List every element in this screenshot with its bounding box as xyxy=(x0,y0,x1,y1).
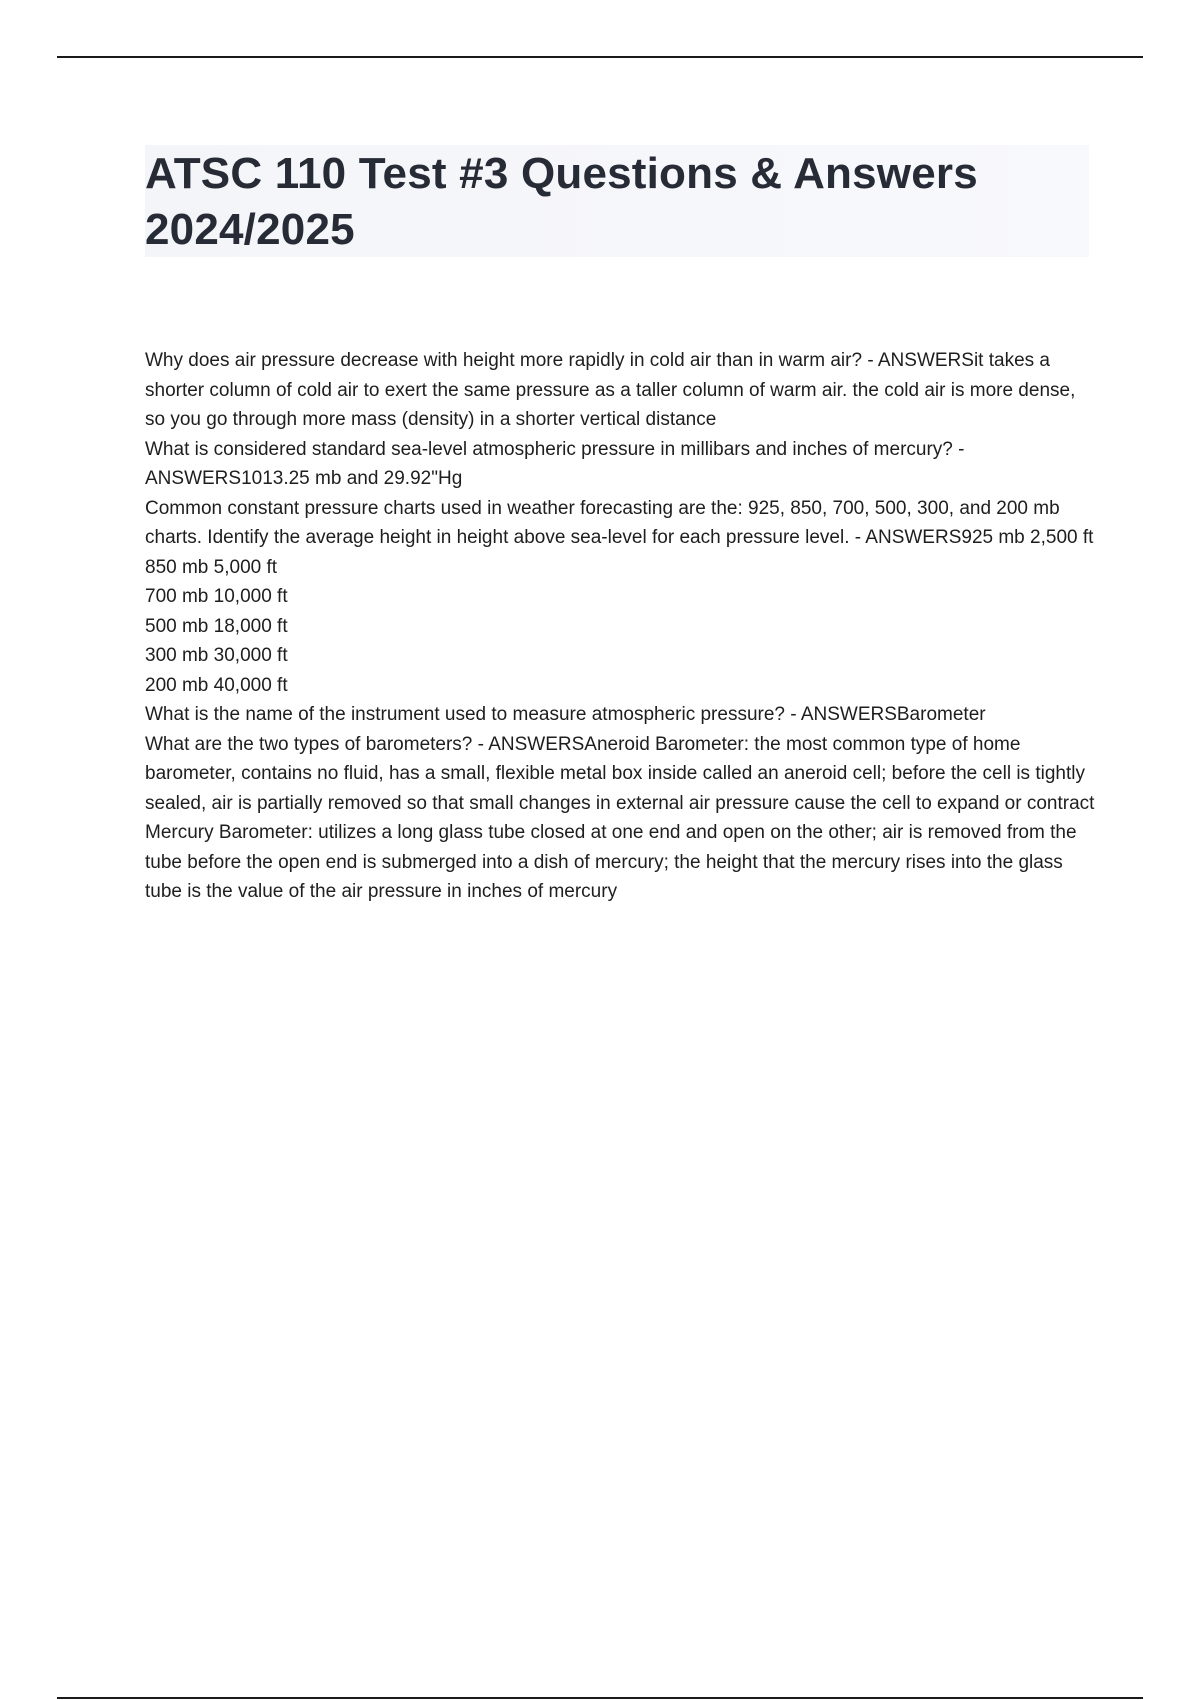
top-rule xyxy=(57,56,1143,58)
pressure-level-line: 300 mb 30,000 ft xyxy=(145,645,288,666)
bottom-rule xyxy=(57,1697,1143,1699)
qa-entry: What is the name of the instrument used to measure atmospheric pressure? - ANSWERSBarometer xyxy=(145,704,986,725)
pressure-level-line: 700 mb 10,000 ft xyxy=(145,586,288,607)
pressure-level-line: 200 mb 40,000 ft xyxy=(145,674,288,696)
qa-entry: Common constant pressure charts used in weather forecasting are the: 925, 850, 700, 500, 300, and 200 mb charts. Identify the average height in height above sea-level for each pressure level. - ANSWERS925 mb 2,500 ft xyxy=(145,497,1094,548)
qa-entry: Why does air pressure decrease with height more rapidly in cold air than in warm air? - ANSWERSit takes a shorter column of cold air to exert the same pressure as a taller column of warm air. the cold air is more dense, so you go through more mass (density) in a shorter vertical distance xyxy=(145,350,1076,430)
document-body xyxy=(145,346,1095,907)
qa-entry: What is considered standard sea-level atmospheric pressure in millibars and inches of mercury? - ANSWERS1013.25 mb and 29.92"Hg xyxy=(145,438,965,489)
pressure-level-line: 500 mb 18,000 ft xyxy=(145,615,288,637)
qa-entry: Mercury Barometer: utilizes a long glass tube closed at one end and open on the other; air is removed from the tube before the open end is submerged into a dish of mercury; the height that the mercury rises into the glass tube is the value of the air pressure in inches of mercury xyxy=(145,822,1077,902)
qa-entry: What are the two types of barometers? - ANSWERSAneroid Barometer: the most common type of home barometer, contains no fluid, has a small, flexible metal box inside called an aneroid cell; before the cell is tightly sealed, air is partially removed so that small changes in external air pressure cause the cell to expand or contract xyxy=(145,733,1095,814)
pressure-level-line: 850 mb 5,000 ft xyxy=(145,556,278,578)
page-title: ATSC 110 Test #3 Questions & Answers 2024/2025 xyxy=(145,149,978,254)
